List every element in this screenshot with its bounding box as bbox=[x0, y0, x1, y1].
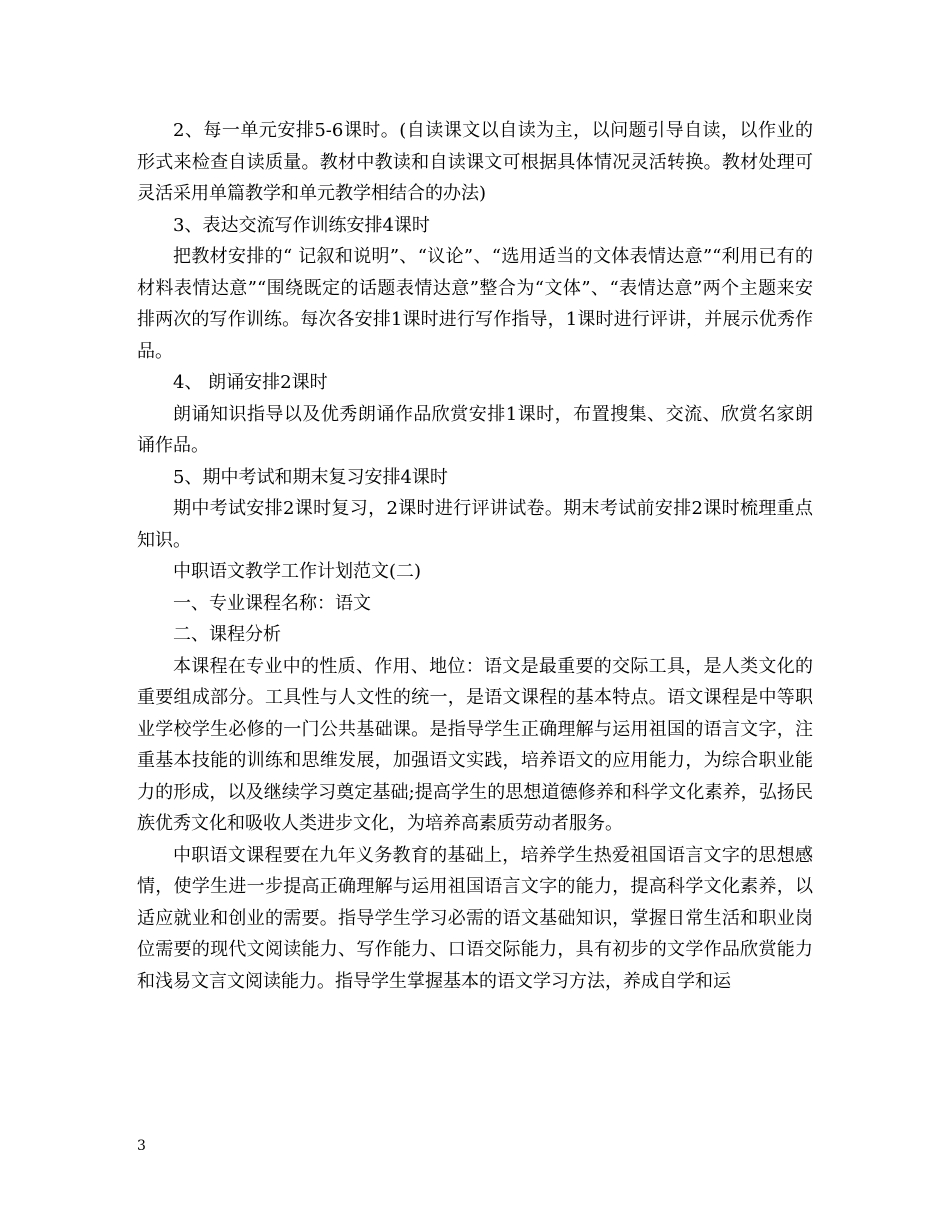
paragraph-recitation-body: 朗诵知识指导以及优秀朗诵作品欣赏安排1课时，布置搜集、交流、欣赏名家朗诵作品。 bbox=[137, 403, 813, 456]
paragraph-course-nature: 本课程在专业中的性质、作用、地位：语文是最重要的交际工具，是人类文化的重要组成部分。工具性与人文性的统一，是语文课程的基本特点。语文课程是中等职业学校学生必修的一门公共基础课。是指导学生正确理解与运用祖国的语言文字，注重基本技能的训练和思维发展，加强语文实践，培养语文的应用能力，为综合职业能力的形成，以及继续学习奠定基础;提高学生的思想道德修养和科学文化素养，弘扬民族优秀文化和吸收人类进步文化，为培养高素质劳动者服务。 bbox=[137, 655, 813, 834]
page-number: 3 bbox=[137, 1138, 146, 1154]
paragraph-course-goals: 中职语文课程要在九年义务教育的基础上，培养学生热爱祖国语言文字的思想感情，使学生进一步提高正确理解与运用祖国语言文字的能力，提高科学文化素养，以适应就业和创业的需要。指导学生学习必需的语文基础知识，掌握日常生活和职业岗位需要的现代文阅读能力、写作能力、口语交际能力，具有初步的文学作品欣赏能力和浅易文言文阅读能力。指导学生掌握基本的语文学习方法，养成自学和运 bbox=[137, 844, 813, 992]
course-analysis-heading: 二、课程分析 bbox=[173, 624, 281, 645]
paragraph-unit-lessons: 2、每一单元安排5-6课时。(自读课文以自读为主，以问题引导自读，以作业的形式来检查自读质量。教材中教读和自读课文可根据具体情况灵活转换。教材处理可灵活采用单篇教学和单元教学相结合的办法) bbox=[137, 120, 813, 204]
paragraph-writing-body: 把教材安排的“ 记叙和说明”、“议论”、“选用适当的文体表情达意”“利用已有的材料表情达意”“围绕既定的话题表情达意”整合为“文体”、“表情达意”两个主题来安排两次的写作训练。每次各安排1课时进行写作指导，1课时进行评讲，并展示优秀作品。 bbox=[137, 246, 813, 362]
course-name-heading: 一、专业课程名称：语文 bbox=[173, 592, 371, 614]
paragraph-exam-body: 期中考试安排2课时复习，2课时进行评讲试卷。期末考试前安排2课时梳理重点知识。 bbox=[137, 498, 813, 551]
page-body bbox=[137, 115, 813, 997]
section-title: 中职语文教学工作计划范文(二) bbox=[173, 561, 422, 582]
paragraph-writing-heading: 3、表达交流写作训练安排4课时 bbox=[173, 214, 430, 236]
paragraph-recitation-heading: 4、 朗诵安排2课时 bbox=[173, 372, 328, 393]
paragraph-exam-heading: 5、期中考试和期末复习安排4课时 bbox=[173, 466, 448, 488]
